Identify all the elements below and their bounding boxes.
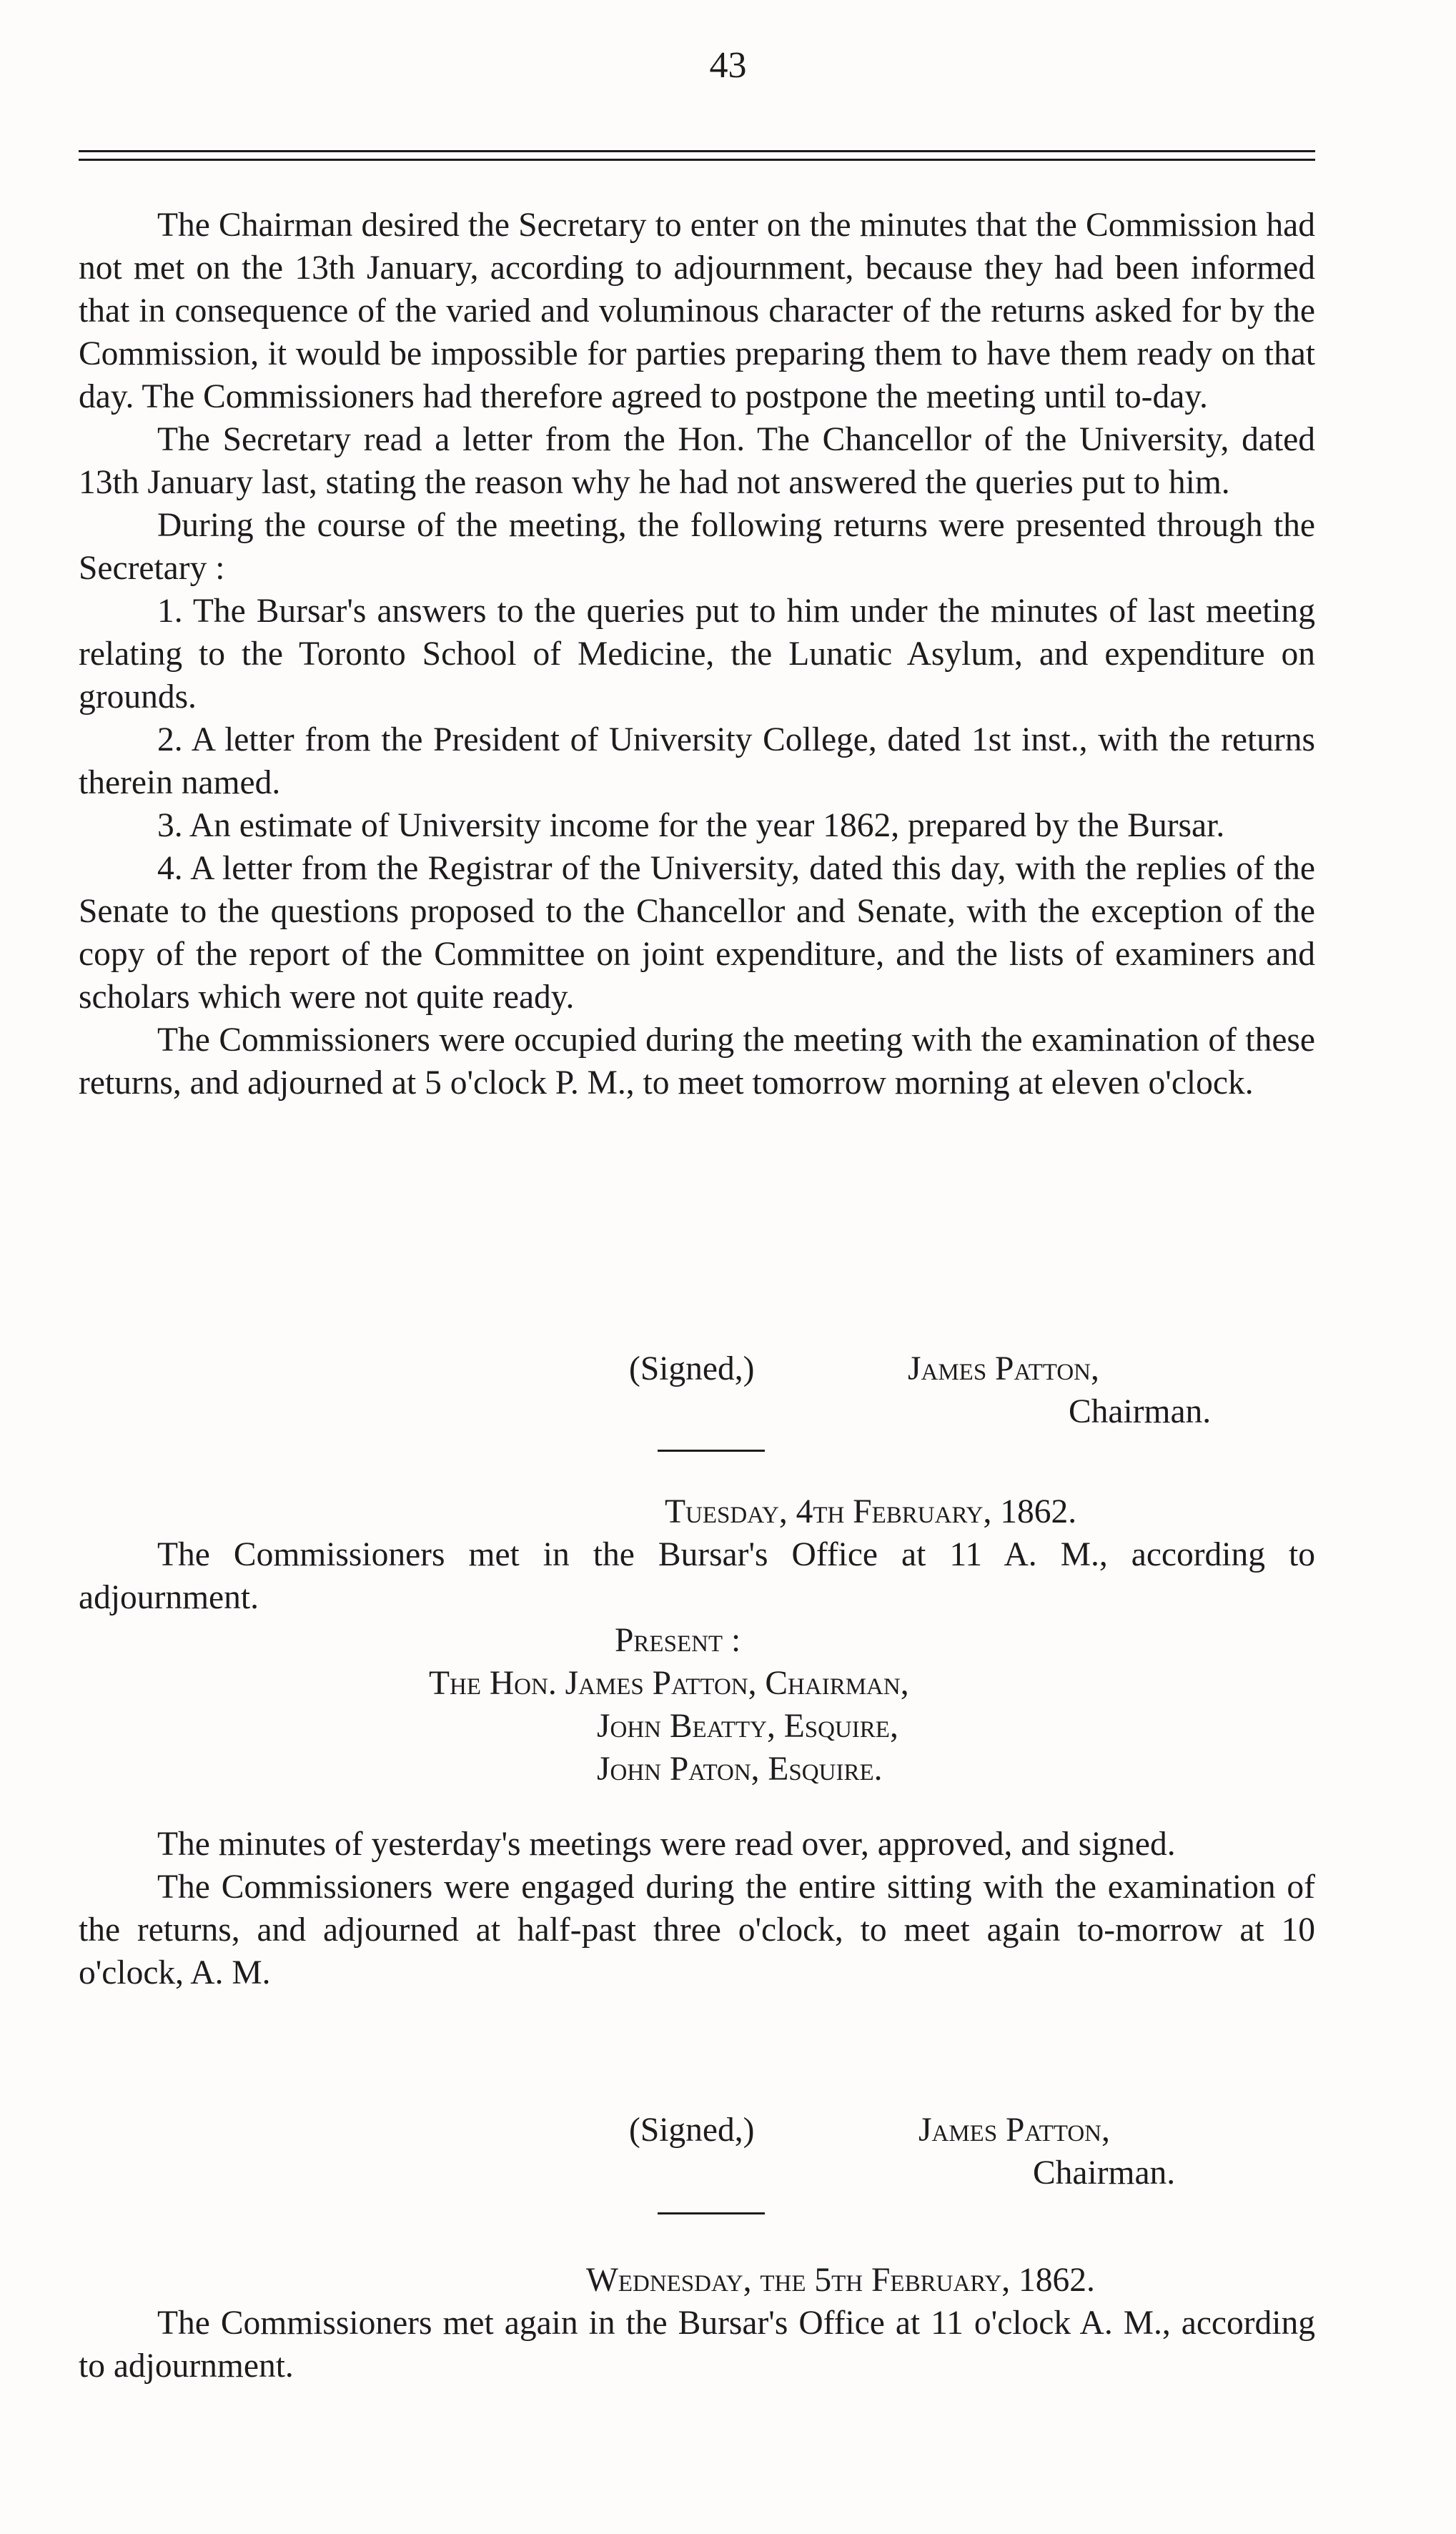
- paragraph: During the course of the meeting, the following returns were presented through the Secretary :: [79, 507, 1315, 587]
- return-item: 2. A letter from the President of University College, dated 1st inst., with the returns therein named.: [79, 721, 1315, 801]
- signer-title: Chairman.: [1033, 2154, 1176, 2192]
- paragraph: The Commissioners were occupied during the meeting with the examination of these returns, and adjourned at 5 o'clock P. M., to meet tomorrow morning at eleven o'clock.: [79, 1021, 1315, 1102]
- return-item: 3. An estimate of University income for the year 1862, prepared by the Bursar.: [157, 807, 1225, 844]
- paragraph: The Chairman desired the Secretary to enter on the minutes that the Commission had not met on the 13th January, according to adjournment, because they had been informed that in consequence of the varied and voluminous character of the returns asked for by the Commission, it would be impossible for parties preparing them to have them ready on that day. The Commissioners had therefore agreed to postpone the meeting until to-day.: [79, 207, 1315, 415]
- minutes-section-2-opening: [79, 1533, 1315, 1619]
- paragraph: The Commissioners met again in the Bursar's Office at 11 o'clock A. M., according to adjournment.: [79, 2305, 1315, 2385]
- present-heading: Present :: [615, 1622, 741, 1659]
- attendee: John Paton, Esquire.: [597, 1751, 883, 1788]
- attendee: John Beatty, Esquire,: [597, 1708, 898, 1745]
- section-divider: [658, 1450, 765, 1452]
- meeting-date: Tuesday, 4th February, 1862.: [665, 1493, 1077, 1530]
- paragraph: The minutes of yesterday's meetings were read over, approved, and signed.: [157, 1826, 1176, 1863]
- header-rule-top: [79, 150, 1315, 152]
- meeting-date: Wednesday, the 5th February, 1862.: [586, 2262, 1095, 2299]
- section-divider: [658, 2212, 765, 2214]
- signed-label: (Signed,): [629, 2112, 755, 2149]
- attendee-name: The Hon. James Patton, Chairman,: [429, 1665, 909, 1702]
- page-number: 43: [709, 45, 747, 86]
- header-rule-bottom: [79, 159, 1315, 161]
- paragraph: The Commissioners met in the Bursar's Office at 11 A. M., according to adjournment.: [79, 1536, 1315, 1616]
- minutes-section-3-opening: [79, 2302, 1315, 2387]
- return-item: 4. A letter from the Registrar of the University, dated this day, with the replies of the Senate to the questions proposed to the Chancellor and Senate, with the exception of the copy of the report of the Committee on joint expenditure, and the lists of examiners and scholars which were not quite ready.: [79, 850, 1315, 1016]
- paragraph: The Commissioners were engaged during the entire sitting with the examination of the returns, and adjourned at half-past three o'clock, to meet again to-morrow at 10 o'clock, A. M.: [79, 1869, 1315, 1991]
- return-item: 1. The Bursar's answers to the queries put to him under the minutes of last meeting relating to the Toronto School of Medicine, the Lunatic Asylum, and expenditure on grounds.: [79, 593, 1315, 716]
- signer-name: James Patton,: [918, 2112, 1110, 2149]
- minutes-section-2: [79, 1823, 1315, 1994]
- paragraph: The Secretary read a letter from the Hon. The Chancellor of the University, dated 13th January last, stating the reason why he had not answered the queries put to him.: [79, 421, 1315, 501]
- attendee: [429, 1662, 909, 1705]
- minutes-section-1: [79, 204, 1315, 1104]
- signer-name: James Patton,: [908, 1350, 1099, 1387]
- signer-title: Chairman.: [1069, 1393, 1212, 1430]
- signed-label: (Signed,): [629, 1350, 755, 1387]
